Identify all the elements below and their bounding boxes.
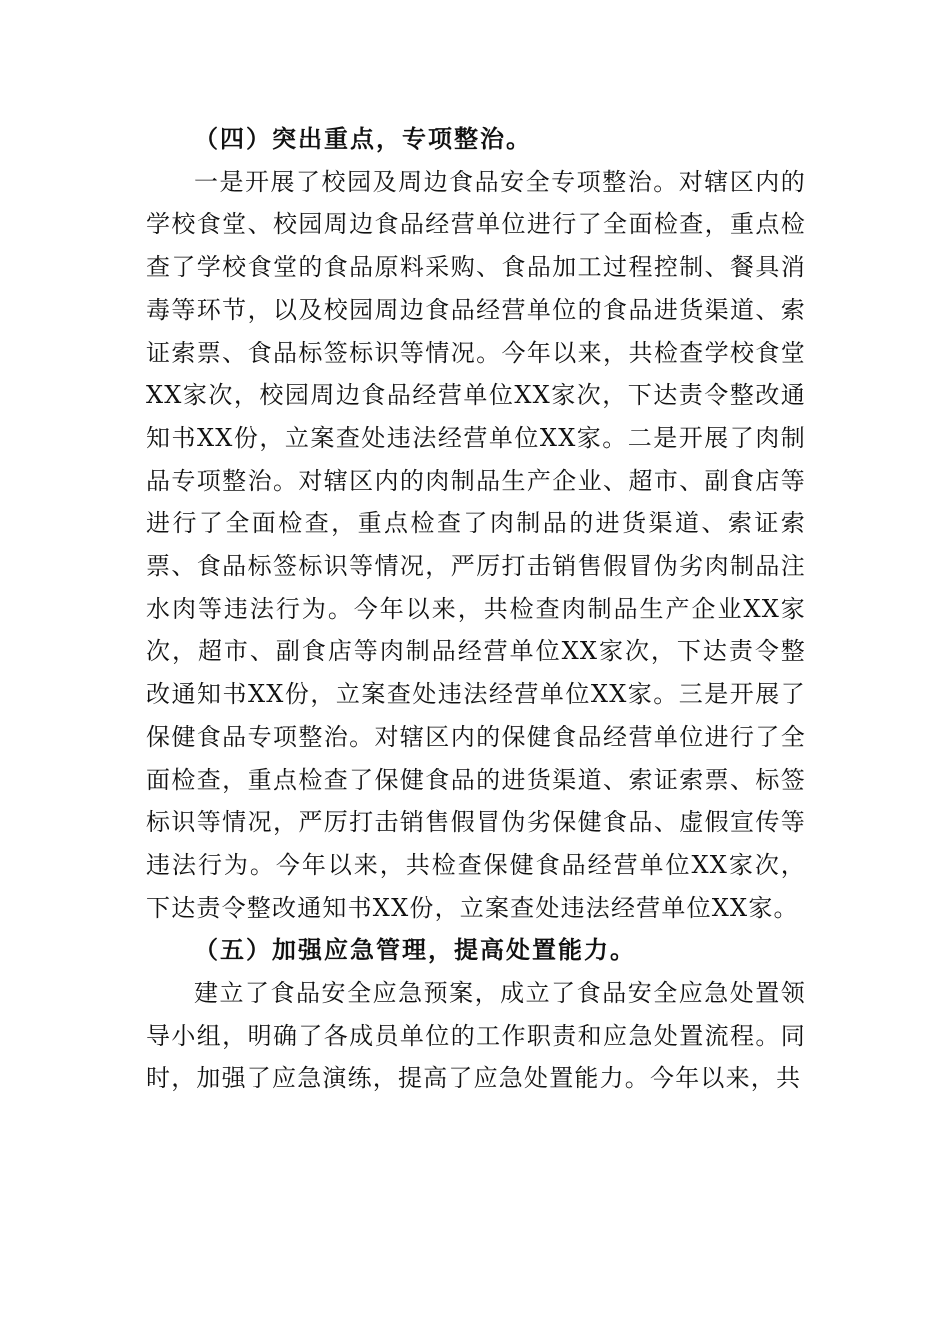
section-heading-5: （五）加强应急管理，提高处置能力。 — [194, 935, 636, 965]
document-body — [146, 118, 806, 1100]
section-paragraph-5: 建立了食品安全应急预案，成立了食品安全应急处置领导小组，明确了各成员单位的工作职责和应急处置流程。同时，加强了应急演练，提高了应急处置能力。今年以来，共 — [146, 979, 806, 1093]
section-heading-4: （四）突出重点，专项整治。 — [194, 124, 532, 153]
section-paragraph-4: 一是开展了校园及周边食品安全专项整治。对辖区内的学校食堂、校园周边食品经营单位进行了全面检查，重点检查了学校食堂的食品原料采购、食品加工过程控制、餐具消毒等环节，以及校园周边食品经营单位的食品进货渠道、索证索票、食品标签标识等情况。今年以来，共检查学校食堂XX家次，校园周边食品经营单位XX家次，下达责令整改通知书XX份，立案查处违法经营单位XX家。二是开展了肉制品专项整治。对辖区内的肉制品生产企业、超市、副食店等进行了全面检查，重点检查了肉制品的进货渠道、索证索票、食品标签标识等情况，严厉打击销售假冒伪劣肉制品注水肉等违法行为。今年以来，共检查肉制品生产企业XX家次，超市、副食店等肉制品经营单位XX家次，下达责令整改通知书XX份，立案查处违法经营单位XX家。三是开展了保健食品专项整治。对辖区内的保健食品经营单位进行了全面检查，重点检查了保健食品的进货渠道、索证索票、标签标识等情况，严厉打击销售假冒伪劣保健食品、虚假宣传等违法行为。今年以来，共检查保健食品经营单位XX家次，下达责令整改通知书XX份，立案查处违法经营单位XX家。 — [146, 167, 806, 922]
